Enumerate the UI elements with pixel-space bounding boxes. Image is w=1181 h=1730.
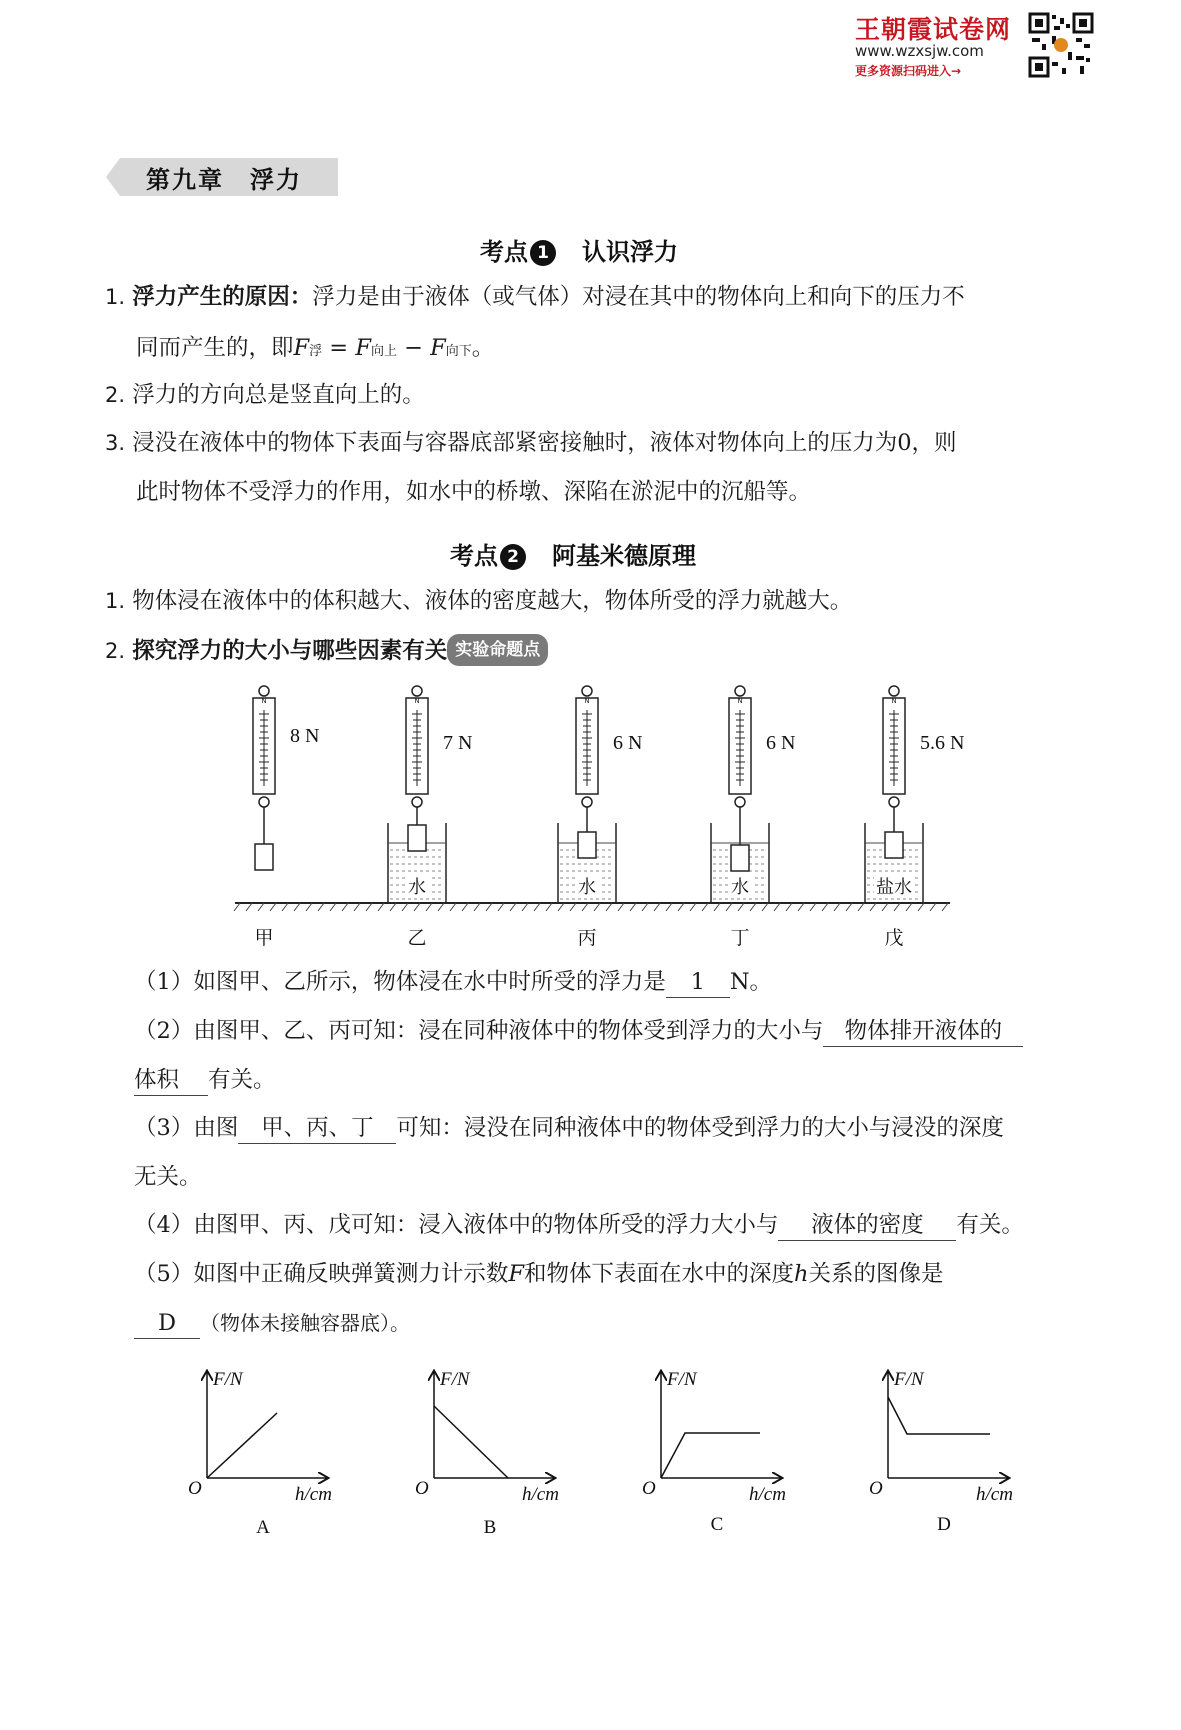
question-5-line1: （5）如图中正确反映弹簧测力计示数F和物体下表面在水中的深度h关系的图像是 <box>134 1261 944 1287</box>
s2-item2: 2. 探究浮力的大小与哪些因素有关 实验命题点 <box>105 634 548 666</box>
spring-scale-ding <box>711 686 769 903</box>
q1-answer: 1 <box>666 967 730 998</box>
q4-answer: 液体的密度 <box>778 1210 956 1241</box>
graph-c-label: C <box>710 1514 724 1535</box>
section1-heading: 考点 1 认识浮力 <box>480 238 678 266</box>
graphs-figure <box>180 1360 1040 1550</box>
question-3-line1: （3）由图 甲、丙、丁 可知：浸没在同种液体中的物体受到浮力的大小与浸没的深度 <box>134 1113 1004 1144</box>
graph-b-line <box>434 1406 508 1478</box>
graph-b-origin: O <box>415 1478 429 1499</box>
label-jia: 甲 <box>254 927 274 949</box>
watermark-url: www.wzxsjw.com <box>855 42 984 60</box>
spring-scale-wu <box>865 686 923 903</box>
graph-b-label: B <box>483 1517 497 1538</box>
liquid-ding: 水 <box>731 877 749 898</box>
scale-mark-ding: N <box>737 697 743 705</box>
graph-c-line <box>661 1433 760 1478</box>
graph-d-ylabel: F/N <box>894 1369 924 1390</box>
section2-heading: 考点 2 阿基米德原理 <box>450 542 696 570</box>
graph-c-xlabel: h/cm <box>749 1484 786 1505</box>
section2-number-badge: 2 <box>500 544 526 570</box>
s1-item1-line1: 1. 浮力产生的原因：浮力是由于液体（或气体）对浸在其中的物体向上和向下的压力不 <box>105 284 965 310</box>
q5-answer: D <box>134 1308 200 1339</box>
reading-bing: 6 N <box>613 732 643 754</box>
qr-code-icon[interactable] <box>1028 12 1094 78</box>
graph-d-line <box>888 1397 990 1434</box>
graph-a-label: A <box>256 1517 270 1538</box>
graph-d-xlabel: h/cm <box>976 1484 1013 1505</box>
section2-title: 阿基米德原理 <box>552 542 696 570</box>
graph-c-ylabel: F/N <box>667 1369 697 1390</box>
watermark-tip: 更多资源扫码进入→ <box>855 64 962 78</box>
s1-item2: 2. 浮力的方向总是竖直向上的。 <box>105 382 425 408</box>
s1-item3-line1: 3. 浸没在液体中的物体下表面与容器底部紧密接触时，液体对物体向上的压力为0，则 <box>105 430 957 456</box>
section1-number-badge: 1 <box>530 240 556 266</box>
reading-yi: 7 N <box>443 732 473 754</box>
question-2-line1: （2）由图甲、乙、丙可知：浸在同种液体中的物体受到浮力的大小与 物体排开液体的 <box>134 1016 1023 1047</box>
q2-answer-b: 体积 <box>134 1065 208 1096</box>
question-1: （1）如图甲、乙所示，物体浸在水中时所受的浮力是 1 N。 <box>134 967 772 998</box>
s2-item1: 1. 物体浸在液体中的体积越大、液体的密度越大，物体所受的浮力就越大。 <box>105 588 853 614</box>
question-4: （4）由图甲、丙、戊可知：浸入液体中的物体所受的浮力大小与 液体的密度 有关。 <box>134 1210 1024 1241</box>
watermark-title: 王朝霞试卷网 <box>855 15 1012 44</box>
graph-b-xlabel: h/cm <box>522 1484 559 1505</box>
label-yi: 乙 <box>407 927 427 949</box>
question-5-line2: D （物体未接触容器底）。 <box>134 1308 410 1339</box>
graph-c-origin: O <box>642 1478 656 1499</box>
graph-d-origin: O <box>869 1478 883 1499</box>
label-wu: 戊 <box>884 927 904 949</box>
q2-answer-a: 物体排开液体的 <box>823 1016 1023 1047</box>
reading-jia: 8 N <box>290 725 320 747</box>
label-bing: 丙 <box>577 927 597 949</box>
reading-wu: 5.6 N <box>920 732 965 754</box>
s1-item1-line2: 同而产生的，即F浮 = F向上 − F向下。 <box>136 335 495 361</box>
graph-b-ylabel: F/N <box>440 1369 470 1390</box>
scale-mark-jia: N <box>261 697 267 705</box>
chapter-title: 第九章 浮力 <box>146 166 302 194</box>
section1-title: 认识浮力 <box>582 238 678 266</box>
reading-ding: 6 N <box>766 732 796 754</box>
label-ding: 丁 <box>730 927 750 949</box>
liquid-wu: 盐水 <box>876 877 912 898</box>
scale-mark-bing: N <box>584 697 590 705</box>
graph-a-xlabel: h/cm <box>295 1484 332 1505</box>
graph-a-origin: O <box>188 1478 202 1499</box>
experiment-figure <box>230 680 965 960</box>
spring-scale-yi <box>388 686 446 903</box>
question-3-line2: 无关。 <box>134 1164 202 1190</box>
q3-answer: 甲、丙、丁 <box>238 1113 396 1144</box>
graph-a-ylabel: F/N <box>213 1369 243 1390</box>
scale-mark-wu: N <box>891 697 897 705</box>
graph-a-line <box>207 1413 277 1478</box>
question-2-line2: 体积 有关。 <box>134 1065 276 1096</box>
scale-mark-yi: N <box>414 697 420 705</box>
experiment-tag: 实验命题点 <box>447 634 548 666</box>
spring-scale-bing <box>558 686 616 903</box>
liquid-yi: 水 <box>408 877 426 898</box>
liquid-bing: 水 <box>578 877 596 898</box>
s1-item3-line2: 此时物体不受浮力的作用，如水中的桥墩、深陷在淤泥中的沉船等。 <box>136 479 812 505</box>
graph-d-label: D <box>937 1514 951 1535</box>
spring-scale-jia <box>253 686 275 870</box>
